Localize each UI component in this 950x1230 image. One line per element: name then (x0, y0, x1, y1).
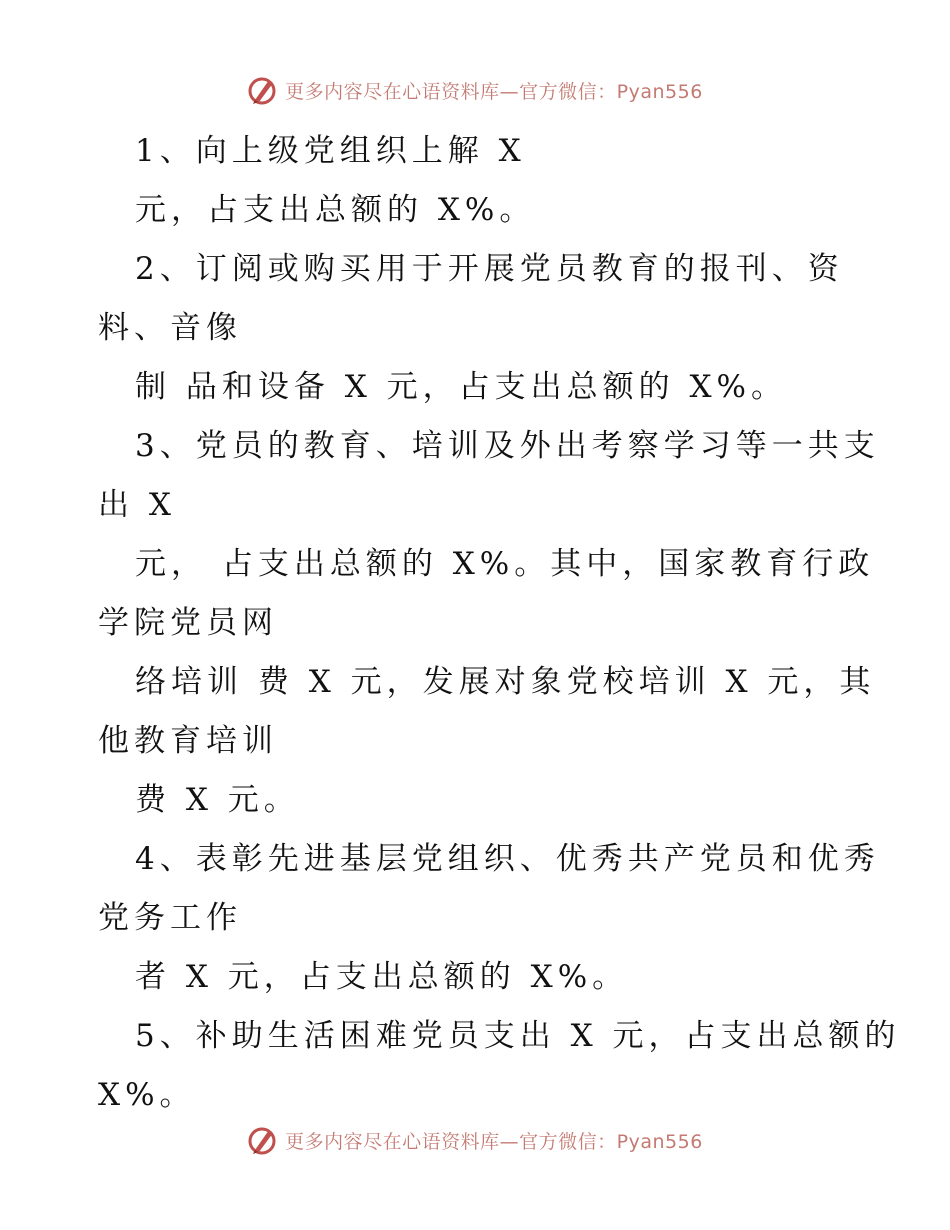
body-line: 党务工作 (98, 900, 242, 936)
body-line: 元， 占支出总额的 X%。其中，国家教育行政 (135, 546, 875, 582)
body-line: 学院党员网 (98, 605, 278, 641)
pen-circle-logo-icon (247, 74, 279, 106)
watermark-footer (0, 1120, 950, 1160)
body-line: 2、订阅或购买用于开展党员教育的报刊、资 (135, 251, 844, 287)
document-body (98, 122, 901, 1125)
watermark-header (0, 70, 950, 110)
body-line: 4、表彰先进基层党组织、优秀共产党员和优秀 (135, 841, 880, 877)
body-line: 络培训 费 X 元，发展对象党校培训 X 元，其 (135, 664, 876, 700)
watermark-text: 更多内容尽在心语资料库—官方微信：Pyan556 (285, 1130, 703, 1153)
body-line: 5、补助生活困难党员支出 X 元，占支出总额的 (135, 1018, 901, 1054)
body-line: X%。 (98, 1077, 196, 1113)
watermark-text: 更多内容尽在心语资料库—官方微信：Pyan556 (285, 80, 703, 103)
body-line: 料、音像 (98, 310, 242, 346)
body-line: 1、向上级党组织上解 X (135, 133, 526, 169)
body-line: 制 品和设备 X 元，占支出总额的 X%。 (135, 369, 788, 405)
body-line: 元，占支出总额的 X%。 (135, 192, 536, 228)
body-line: 者 X 元，占支出总额的 X%。 (135, 959, 629, 995)
pen-circle-logo-icon (247, 1124, 279, 1156)
body-line: 他教育培训 (98, 723, 278, 759)
body-line: 费 X 元。 (135, 782, 300, 818)
body-line: 3、党员的教育、培训及外出考察学习等一共支 (135, 428, 880, 464)
body-line: 出 X (98, 487, 176, 523)
